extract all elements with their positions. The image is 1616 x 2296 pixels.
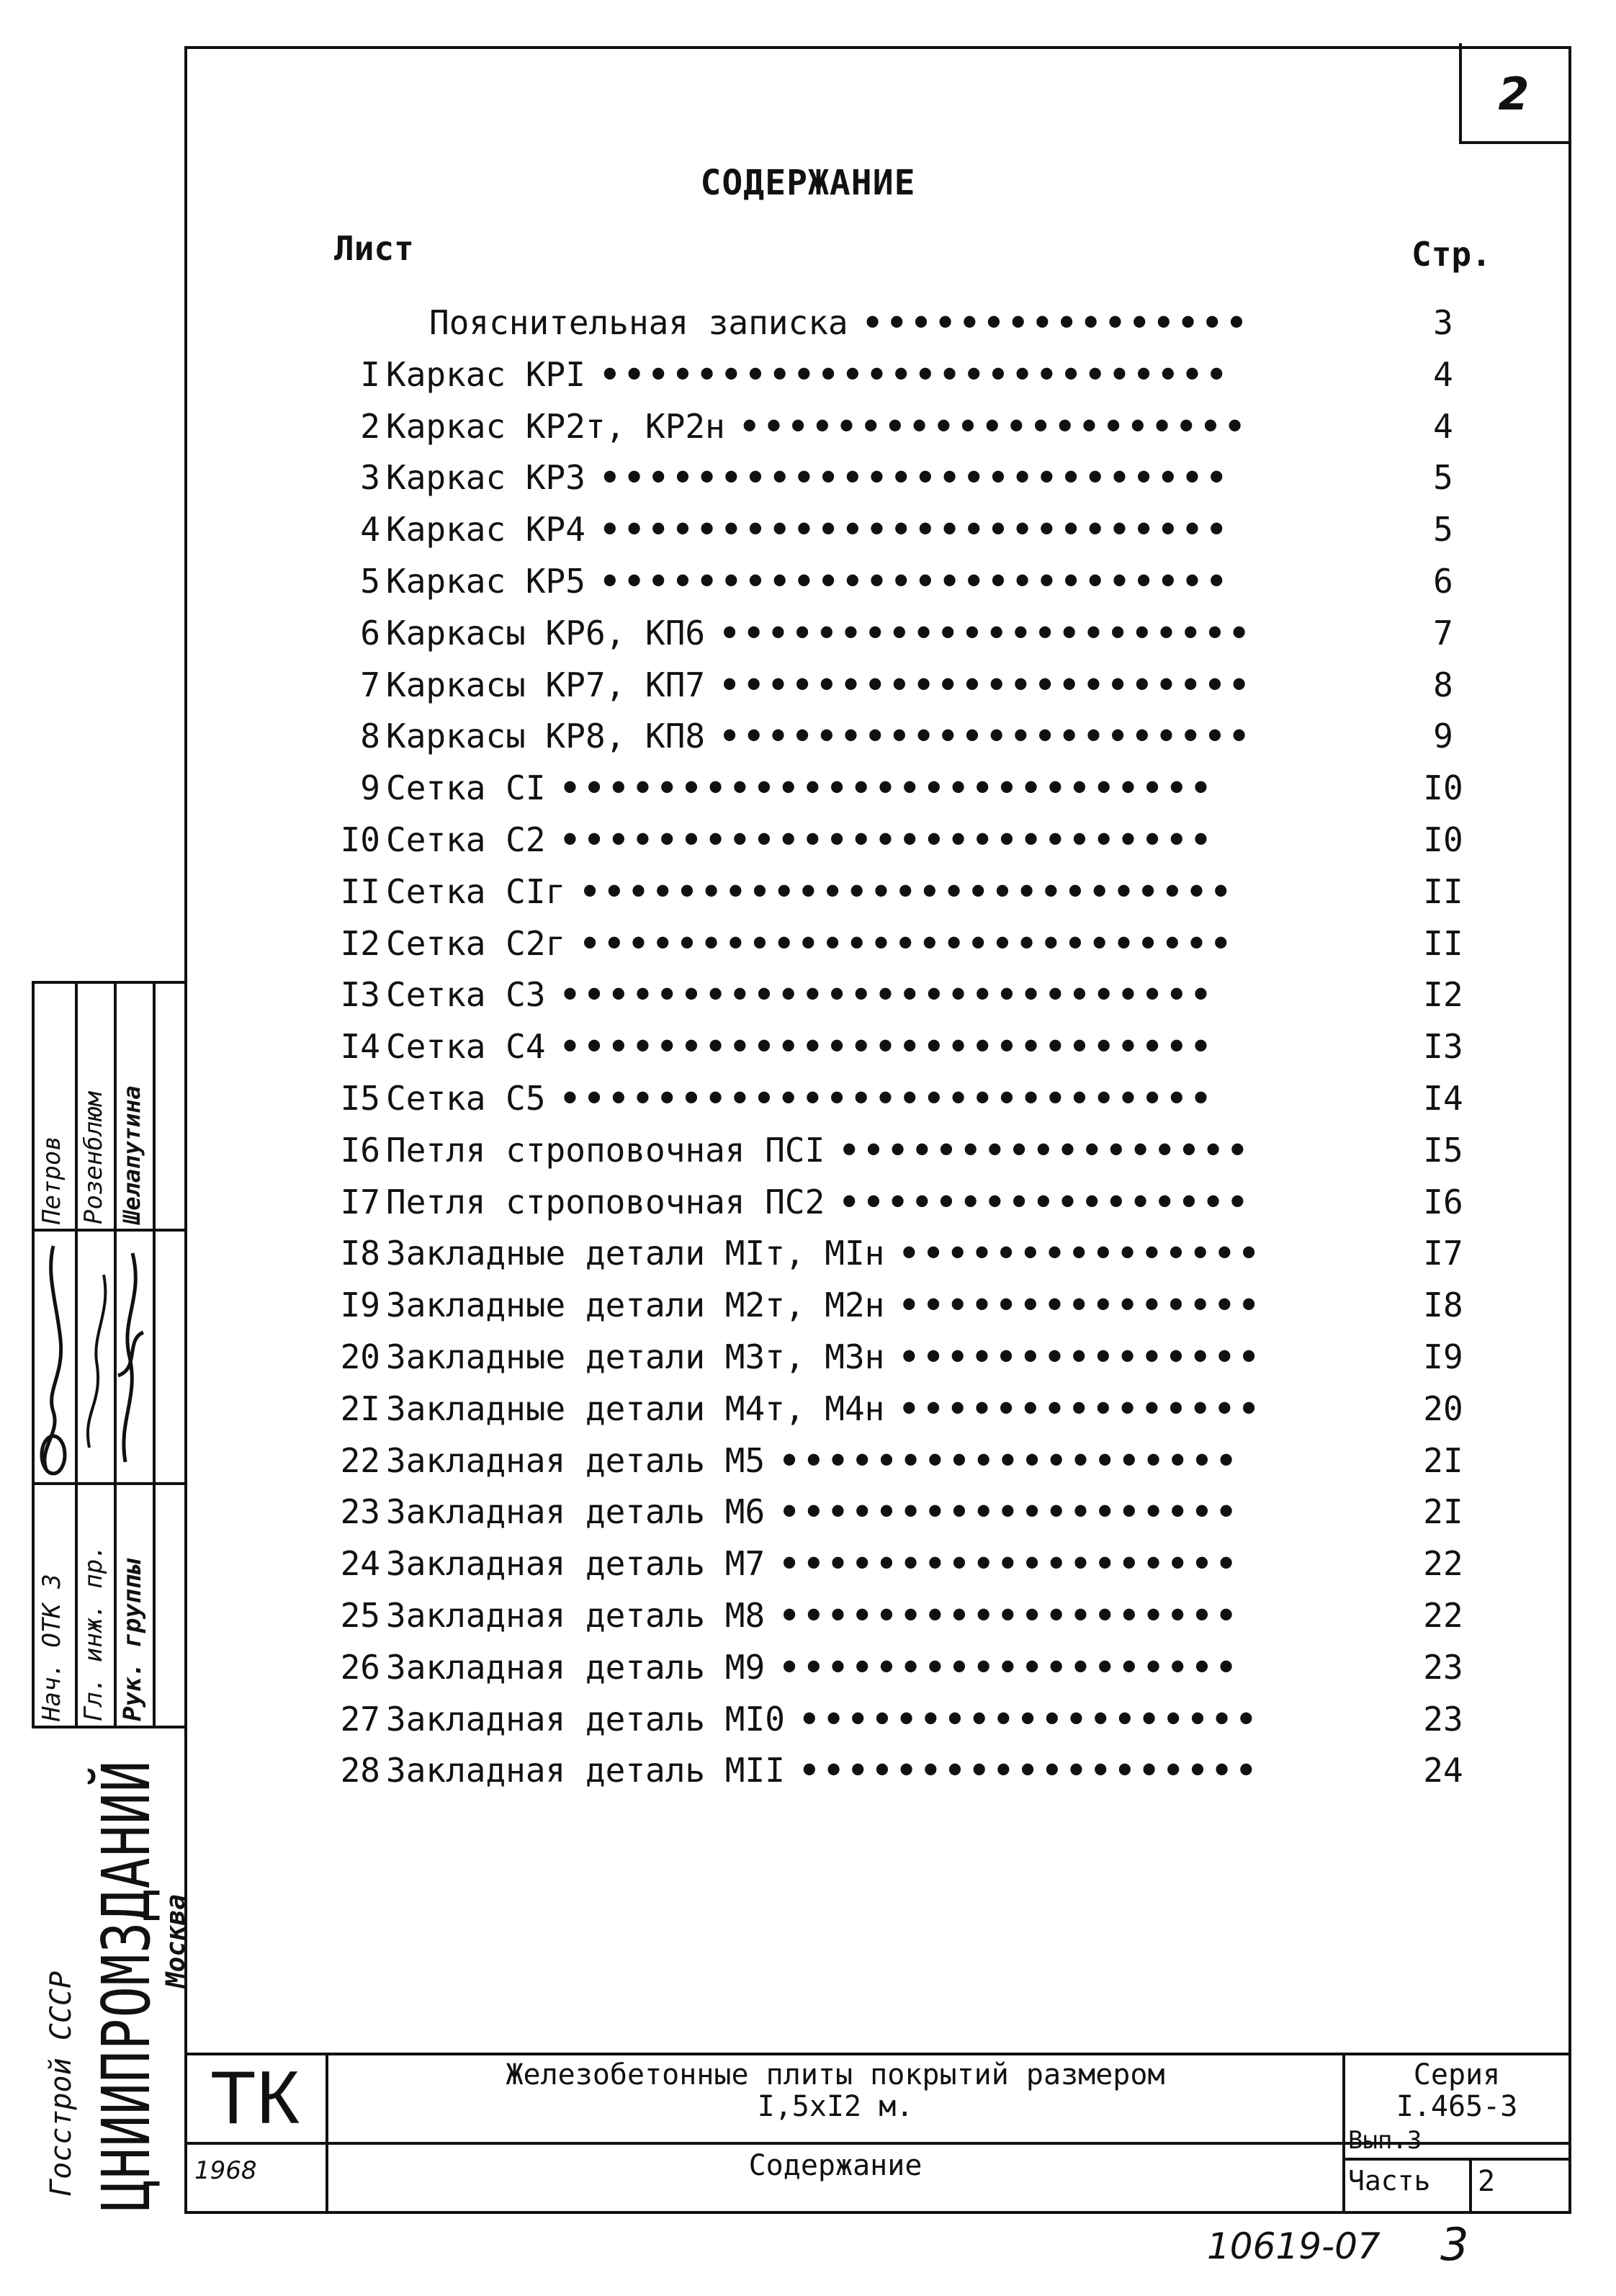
toc-dot-leader: •••••••••••••••••••••• — [719, 717, 1254, 756]
toc-dot-leader: ••••••••••••••••••••••••••• — [560, 1079, 1216, 1118]
toc-entry-page: 5 — [1433, 510, 1453, 550]
toc-entry-number: I2 — [340, 923, 380, 963]
toc-entry — [302, 400, 1512, 452]
toc-entry-page: 24 — [1423, 1751, 1463, 1790]
toc-entry-page: 6 — [1433, 562, 1453, 601]
toc-entry-page: I6 — [1423, 1182, 1463, 1221]
ministry-name: Госстрой СССР — [45, 1970, 78, 2197]
stamp-part-value: 2 — [1478, 2165, 1496, 2198]
toc-entry-page: 7 — [1433, 613, 1453, 653]
stamp-year: 1968 — [194, 2156, 257, 2185]
toc-dot-leader: ••••••••••••••••••• — [799, 1751, 1261, 1790]
toc-entry — [302, 918, 1512, 969]
toc-dot-leader: •••••••••••••••••••••••••• — [600, 562, 1231, 601]
toc-entry-number: 23 — [340, 1492, 380, 1532]
toc-entry-title: Сетка С3 — [386, 975, 546, 1015]
toc-dot-leader: ••••••••••••••••••••••••••• — [560, 768, 1216, 808]
toc-entry-page: I4 — [1423, 1079, 1463, 1118]
toc-entry-title: Петля строповочная ПС2 — [386, 1182, 825, 1221]
toc-dot-leader: •••••••••••••••••••••• — [719, 613, 1254, 653]
toc-entry-page: II — [1423, 923, 1463, 963]
toc-entry-title: Сетка С5 — [386, 1079, 546, 1118]
toc-entry-page: 23 — [1423, 1699, 1463, 1739]
frame-top — [184, 46, 1570, 49]
toc-entry-number: I3 — [340, 975, 380, 1015]
toc-dot-leader: •••••••••••••••••••••• — [719, 665, 1254, 704]
toc-entry — [302, 1486, 1512, 1538]
toc-entry-page: I0 — [1423, 768, 1463, 808]
toc-entry-number: 4 — [360, 510, 380, 550]
toc-entry-title: Закладная деталь МII — [386, 1751, 785, 1790]
toc-entry — [302, 452, 1512, 503]
toc-entry-title: Сетка С2г — [386, 923, 566, 963]
toc-entry — [302, 659, 1512, 711]
toc-entry — [302, 1641, 1512, 1693]
toc-entry-number: 8 — [360, 717, 380, 756]
toc-entry — [302, 1124, 1512, 1176]
toc-entry-page: I2 — [1423, 975, 1463, 1015]
toc-entry-page: 2I — [1423, 1492, 1463, 1532]
stamp-series-label: Серия — [1413, 2058, 1501, 2091]
toc-dot-leader: •••••••••••••••• — [862, 303, 1251, 342]
toc-entry-number: 28 — [340, 1751, 380, 1790]
page-number-box — [1459, 43, 1568, 144]
toc-entry — [302, 349, 1512, 400]
toc-entry-title: Закладные детали М4т, М4н — [386, 1389, 885, 1428]
toc-entry — [302, 607, 1512, 659]
toc-entry — [302, 1021, 1512, 1072]
frame-bottom — [184, 2211, 1571, 2214]
toc-dot-leader: •••••••••••••••••••••••••• — [600, 510, 1231, 550]
toc-dot-leader: ••••••••••••••••••• — [779, 1544, 1241, 1584]
toc-entry-page: II — [1423, 871, 1463, 911]
toc-entry-title: Каркасы КР6, КП6 — [386, 613, 706, 653]
toc-entry-title: Сетка С4 — [386, 1027, 546, 1067]
toc-entry-page: 22 — [1423, 1596, 1463, 1635]
toc-entry-page: 4 — [1433, 354, 1453, 394]
toc-entry — [302, 1693, 1512, 1745]
toc-dot-leader: ••••••••••••••••••••••••••• — [560, 1027, 1216, 1067]
toc-entry — [302, 1279, 1512, 1331]
toc-entry-number: 2I — [340, 1389, 380, 1428]
role-chief-engineer: Гл. инж. пр. — [79, 1544, 108, 1721]
toc-entry-page: 3 — [1433, 303, 1453, 342]
toc-entry-page: 8 — [1433, 665, 1453, 704]
toc-entry-page: I0 — [1423, 820, 1463, 859]
toc-entry — [302, 297, 1512, 349]
toc-entry-title: Закладная деталь М5 — [386, 1440, 766, 1480]
toc-entry-title: Каркасы КР7, КП7 — [386, 665, 706, 704]
toc-entry-title: Каркас КР3 — [386, 458, 585, 498]
toc-dot-leader: ••••••••••••••••••••••••••• — [560, 820, 1216, 859]
toc-entry-title: Петля строповочная ПСI — [386, 1130, 825, 1170]
toc-entry — [302, 762, 1512, 814]
toc-entry-title: Каркас КР2т, КР2н — [386, 406, 725, 446]
toc-entry-number: I5 — [340, 1079, 380, 1118]
role-group-lead: Рук. группы — [118, 1559, 147, 1721]
toc-entry-page: I3 — [1423, 1027, 1463, 1067]
toc-entry-number: 3 — [360, 458, 380, 498]
toc-dot-leader: ••••••••••••••••••• — [799, 1699, 1261, 1739]
toc-dot-leader: ••••••••••••••••••• — [779, 1440, 1241, 1480]
toc-entry-number: I8 — [340, 1234, 380, 1273]
toc-dot-leader: ••••••••••••••••••••••••••• — [580, 923, 1236, 963]
toc-entry-title: Каркас КР4 — [386, 510, 585, 550]
stamp-part-label: Часть — [1348, 2165, 1431, 2197]
city-name: Москва — [161, 1893, 191, 1988]
page-number: 2 — [1498, 67, 1530, 120]
toc-entry — [302, 503, 1512, 555]
toc-entry-page: 22 — [1423, 1544, 1463, 1584]
toc-entry-page: I8 — [1423, 1286, 1463, 1325]
toc-entry-page: 4 — [1433, 406, 1453, 446]
toc-entry-number: I4 — [340, 1027, 380, 1067]
toc-dot-leader: ••••••••••••••••••• — [779, 1596, 1241, 1635]
toc-dot-leader: ••••••••••••••••• — [839, 1182, 1252, 1221]
toc-entry-number: 20 — [340, 1337, 380, 1376]
toc-entry — [302, 710, 1512, 762]
toc-entry-number: I0 — [340, 820, 380, 859]
toc-entry-title: Закладная деталь М8 — [386, 1596, 766, 1635]
toc-entry-page: 23 — [1423, 1647, 1463, 1687]
name-shelaputina: Шелапутина — [118, 1085, 145, 1224]
toc-entry — [302, 1435, 1512, 1486]
toc-entry-title: Закладная деталь МI0 — [386, 1699, 785, 1739]
toc-entry — [302, 1744, 1512, 1796]
toc-entry — [302, 1176, 1512, 1228]
toc-entry-title: Закладные детали МIт, МIн — [386, 1234, 885, 1273]
toc-entry-page: 20 — [1423, 1389, 1463, 1428]
toc-dot-leader: ••••••••••••••••••••• — [739, 406, 1249, 446]
toc-entry-title: Каркасы КР8, КП8 — [386, 717, 706, 756]
toc-entry-number: I — [360, 354, 380, 394]
toc-entry-page: 5 — [1433, 458, 1453, 498]
toc-entry-number: 26 — [340, 1647, 380, 1687]
toc-dot-leader: ••••••••••••••••••••••••••• — [580, 871, 1236, 911]
signature-marks — [32, 1232, 154, 1481]
toc-entry-title: Закладная деталь М6 — [386, 1492, 766, 1532]
toc-dot-leader: ••••••••••••••••••••••••••• — [560, 975, 1216, 1015]
toc-dot-leader: •••••••••••••••••••••••••• — [600, 354, 1231, 394]
toc-entry-title: Закладная деталь М9 — [386, 1647, 766, 1687]
toc-dot-leader: ••••••••••••••••••• — [779, 1492, 1241, 1532]
toc-entry-title: Пояснительная записка — [429, 303, 848, 342]
role-head: Нач. ОТК З — [37, 1574, 66, 1721]
toc-entry-page: I5 — [1423, 1130, 1463, 1170]
name-rozenblyum: Розенблюм — [79, 1091, 108, 1224]
toc-entry-number: I6 — [340, 1130, 380, 1170]
toc-entry-page: 9 — [1433, 717, 1453, 756]
toc-entry-title: Закладная деталь М7 — [386, 1544, 766, 1584]
toc-entry — [302, 866, 1512, 918]
toc-dot-leader: ••••••••••••••• — [899, 1337, 1263, 1376]
toc-dot-leader: ••••••••••••••••• — [839, 1130, 1252, 1170]
toc-entry — [302, 814, 1512, 866]
toc-entry — [302, 1383, 1512, 1435]
toc-entry — [302, 1072, 1512, 1124]
archive-number: 10619-07 — [1207, 2225, 1381, 2267]
toc-entry-number: II — [340, 871, 380, 911]
toc-entry-page: I7 — [1423, 1234, 1463, 1273]
toc-entry-title: Закладные детали М3т, М3н — [386, 1337, 885, 1376]
toc-entry-number: 9 — [360, 768, 380, 808]
toc-entry-title: Сетка СI — [386, 768, 546, 808]
stamp-series-value: I.465-3 — [1396, 2090, 1518, 2123]
toc-entry-title: Сетка С2 — [386, 820, 546, 859]
toc-entry — [302, 1589, 1512, 1641]
toc-entry-number: 24 — [340, 1544, 380, 1584]
toc-entry — [302, 1227, 1512, 1279]
toc-entry — [302, 555, 1512, 607]
toc-entry-number: I9 — [340, 1286, 380, 1325]
frame-left — [184, 46, 187, 2214]
stamp-code: ТК — [210, 2055, 300, 2140]
column-page-label: Стр. — [1411, 235, 1491, 274]
stamp-sheet-title: Содержание — [748, 2149, 923, 2182]
toc-entry — [302, 1331, 1512, 1383]
toc-entry-number: 27 — [340, 1699, 380, 1739]
column-sheet-label: Лист — [334, 229, 414, 268]
toc-entry — [302, 1538, 1512, 1589]
toc-dot-leader: •••••••••••••••••••••••••• — [600, 458, 1231, 498]
toc-entry-title: Каркас КРI — [386, 354, 585, 394]
stamp-description-line1: Железобетонные плиты покрытий размером — [506, 2058, 1165, 2091]
toc-entry-page: I9 — [1423, 1337, 1463, 1376]
archive-sheet: 3 — [1440, 2218, 1469, 2271]
toc-entry-page: 2I — [1423, 1440, 1463, 1480]
frame-right — [1568, 46, 1571, 2214]
institute-name: ЦНИИПРОМЗДАНИЙ — [88, 1759, 165, 2211]
toc-dot-leader: ••••••••••••••• — [899, 1234, 1263, 1273]
toc-entry-number: 6 — [360, 613, 380, 653]
name-petrov: Петров — [37, 1136, 66, 1224]
toc-entry-title: Закладные детали М2т, М2н — [386, 1286, 885, 1325]
toc-entry-title: Сетка СIг — [386, 871, 566, 911]
toc-entry-number: 22 — [340, 1440, 380, 1480]
toc-entry-number: 2 — [360, 406, 380, 446]
toc-entry — [302, 969, 1512, 1021]
page-title: СОДЕРЖАНИЕ — [700, 163, 916, 203]
toc-entry-number: 25 — [340, 1596, 380, 1635]
toc-entry-number: 7 — [360, 665, 380, 704]
toc-entry-number: 5 — [360, 562, 380, 601]
toc-entry-number: I7 — [340, 1182, 380, 1221]
stamp-issue: Вып.3 — [1348, 2126, 1422, 2155]
toc-dot-leader: ••••••••••••••• — [899, 1286, 1263, 1325]
toc-entry-title: Каркас КР5 — [386, 562, 585, 601]
stamp-description-line2: I,5xI2 м. — [757, 2090, 914, 2123]
toc-dot-leader: ••••••••••••••••••• — [779, 1647, 1241, 1687]
toc-dot-leader: ••••••••••••••• — [899, 1389, 1263, 1428]
